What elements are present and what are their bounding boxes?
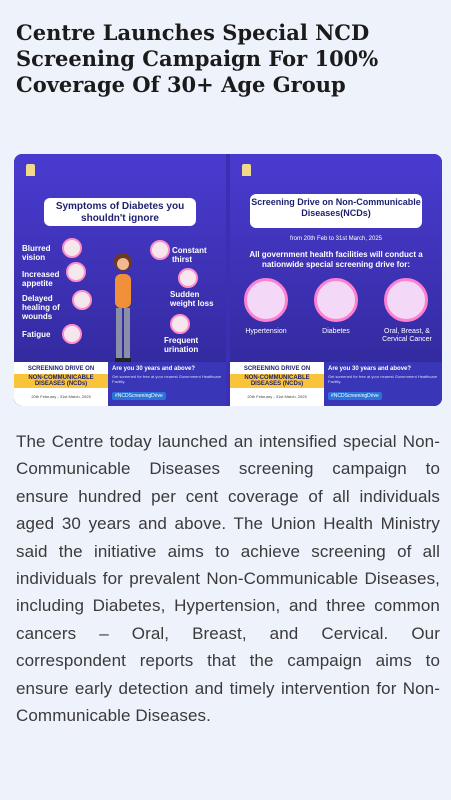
symptom-label: Constant thirst	[172, 246, 207, 264]
disease-label: Oral, Breast, & Cervical Cancer	[382, 328, 432, 343]
poster-footer-strip: SCREENING DRIVE ON NON-COMMUNICABLE DISEASES (NCDs) 20th February - 31st March, 2025 Are you 30 years and above? Get screened for free at your nearest Government Healthcare Facility. #NCDScreeningDrive	[230, 362, 442, 406]
diabetes-icon	[314, 278, 358, 322]
fatigue-icon	[62, 324, 82, 344]
screening-drive-title: Screening Drive on Non-Communicable Diseases(NCDs)	[250, 194, 422, 228]
symptom-label: Sudden weight loss	[170, 290, 214, 308]
wound-icon	[72, 290, 92, 310]
toilet-icon	[170, 314, 190, 334]
screening-note: All government health facilities will conduct a nationwide special screening drive for:	[249, 250, 423, 269]
emblem-icon	[242, 164, 251, 176]
symptom-label: Fatigue	[22, 330, 51, 339]
hashtag-badge: #NCDScreeningDrive	[112, 392, 166, 400]
emblem-icon	[26, 164, 35, 176]
thirst-icon	[150, 240, 170, 260]
hashtag-badge: #NCDScreeningDrive	[328, 392, 382, 400]
scale-icon	[178, 268, 198, 288]
screening-dates: from 20th Feb to 31st March, 2025	[289, 236, 383, 242]
symptom-label: Blurred vision	[22, 244, 51, 262]
woman-illustration	[106, 252, 140, 370]
poster-footer-strip: SCREENING DRIVE ON NON-COMMUNICABLE DISEASES (NCDs) 20th February - 31st March, 2025 Are you 30 years and above? Get screened for free at your nearest Government Healthcare Facility. #NCDScreeningDrive	[14, 362, 226, 406]
eye-icon	[62, 238, 82, 258]
symptom-label: Frequent urination	[164, 336, 199, 354]
symptom-label: Delayed healing of wounds	[22, 294, 60, 321]
disease-label: Hypertension	[245, 328, 287, 335]
ministry-logo	[242, 164, 295, 176]
symptom-label: Increased appetite	[22, 270, 60, 288]
article-body: The Centre today launched an intensified special Non-Communicable Diseases screening campaign to ensure hundred per cent coverage of all individuals aged 30 years and above. The Union Health Ministry said the initiative aims to achieve screening of all individuals for prevalent Non-Communicable Diseases, including Diabetes, Hypertension, and three common cancers – Oral, Breast, and Cervical. Our correspondent reports that the campaign aims to ensure early detection and timely intervention for Non-Communicable Diseases.	[16, 432, 440, 726]
hypertension-icon	[244, 278, 288, 322]
article-headline: Centre Launches Special NCD Screening Campaign For 100% Coverage Of 30+ Age Group	[16, 20, 379, 97]
poster-left-panel	[14, 154, 226, 406]
ministry-logo	[26, 164, 79, 176]
campaign-poster-image[interactable]	[14, 154, 442, 406]
poster-right-panel	[230, 154, 442, 406]
symptoms-title: Symptoms of Diabetes you shouldn't ignore	[44, 198, 196, 226]
cancer-ribbon-icon	[384, 278, 428, 322]
food-icon	[66, 262, 86, 282]
disease-label: Diabetes	[322, 328, 350, 335]
